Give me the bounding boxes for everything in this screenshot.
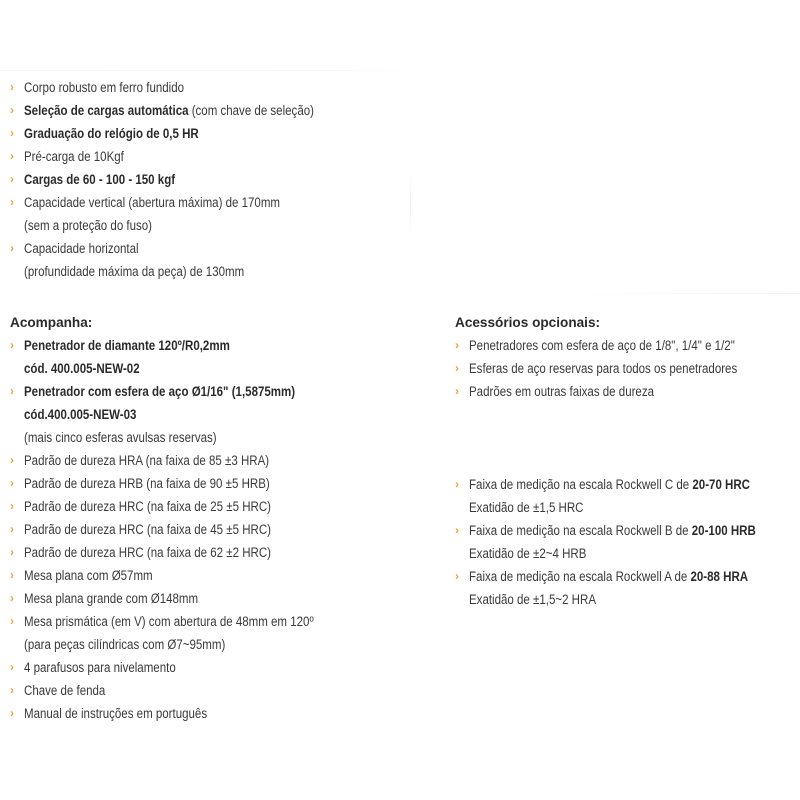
list-item [4, 191, 361, 214]
acessorios-list [449, 334, 781, 403]
list-item [4, 541, 361, 564]
list-item-text [469, 519, 756, 542]
list-item [4, 564, 361, 587]
list-item-text [469, 334, 735, 357]
emphasis-text: cód. 400.005-NEW-02 [24, 361, 140, 376]
chevron-right-icon: › [10, 149, 14, 163]
chevron-right-icon: › [10, 499, 14, 513]
body-text: (sem a proteção do fuso) [24, 218, 153, 233]
emphasis-text: cód.400.005-NEW-03 [24, 407, 137, 422]
vertical-divider [410, 170, 411, 240]
list-item-text [24, 214, 152, 237]
list-item [449, 496, 800, 519]
list-item [4, 518, 361, 541]
body-text: Pré-carga de 10Kgf [24, 149, 124, 164]
list-item [4, 260, 361, 283]
chevron-right-icon: › [10, 476, 14, 490]
list-item [449, 334, 781, 357]
list-item [4, 449, 361, 472]
list-item [449, 542, 800, 565]
body-text: Esferas de aço reservas para todos os penetradores [469, 361, 738, 376]
chevron-right-icon: › [10, 172, 14, 186]
chevron-right-icon: › [10, 453, 14, 467]
section-divider [540, 293, 800, 294]
body-text: Chave de fenda [24, 683, 106, 698]
body-text: Padrão de dureza HRC (na faixa de 62 ±2 HRC) [24, 545, 272, 560]
body-text: Padrão de dureza HRA (na faixa de 85 ±3 HRA) [24, 453, 270, 468]
chevron-right-icon: › [455, 569, 459, 583]
list-item-text [24, 260, 244, 283]
body-text: (para peças cilíndricas com Ø7~95mm) [24, 637, 226, 652]
acompanha-list [4, 334, 361, 725]
list-item [449, 357, 781, 380]
list-item [4, 380, 361, 403]
list-item [4, 145, 361, 168]
list-item-text [24, 403, 136, 426]
chevron-right-icon: › [455, 384, 459, 398]
list-item [4, 237, 361, 260]
list-item-text [24, 122, 199, 145]
list-item-text [469, 588, 596, 611]
body-text: (mais cinco esferas avulsas reservas) [24, 430, 217, 445]
body-text: Mesa prismática (em V) com abertura de 48mm em 120º [24, 614, 314, 629]
list-item-text [24, 564, 153, 587]
emphasis-text: 20-100 HRB [691, 523, 756, 538]
body-text: Padrão de dureza HRB (na faixa de 90 ±5 HRB) [24, 476, 270, 491]
list-item [449, 473, 800, 496]
emphasis-text: 20-88 HRA [690, 569, 749, 584]
chevron-right-icon: › [455, 361, 459, 375]
chevron-right-icon: › [10, 614, 14, 628]
list-item-text [469, 565, 748, 588]
body-text: (com chave de seleção) [188, 103, 314, 118]
list-item [449, 519, 800, 542]
list-item [4, 633, 361, 656]
body-text: Corpo robusto em ferro fundido [24, 80, 185, 95]
list-item-text [24, 334, 230, 357]
list-item-text [24, 518, 271, 541]
list-item [4, 656, 361, 679]
list-item-text [24, 99, 314, 122]
body-text: Faixa de medição na escala Rockwell B de [469, 523, 692, 538]
list-item-text [24, 191, 280, 214]
body-text: Exatidão de ±2~4 HRB [469, 546, 587, 561]
list-item [4, 610, 361, 633]
list-item-text [24, 587, 198, 610]
chevron-right-icon: › [10, 706, 14, 720]
body-text: Mesa plana com Ø57mm [24, 568, 153, 583]
chevron-right-icon: › [10, 241, 14, 255]
chevron-right-icon: › [455, 338, 459, 352]
list-item [4, 99, 361, 122]
list-item-text [469, 542, 586, 565]
body-text: Exatidão de ±1,5~2 HRA [469, 592, 596, 607]
measurement-ranges-list [449, 473, 800, 611]
list-item [449, 565, 800, 588]
list-item-text [24, 168, 175, 191]
top-divider [0, 70, 412, 71]
list-item-text [24, 679, 105, 702]
body-text: Exatidão de ±1,5 HRC [469, 500, 584, 515]
list-item-text [24, 495, 271, 518]
list-item [4, 357, 361, 380]
list-item-text [24, 145, 124, 168]
body-text: Padrão de dureza HRC (na faixa de 25 ±5 HRC) [24, 499, 272, 514]
body-text: Padrões em outras faixas de dureza [469, 384, 655, 399]
emphasis-text: Penetrador com esfera de aço Ø1/16" (1,5875mm) [24, 384, 296, 399]
list-item [449, 380, 781, 403]
list-item-text [24, 610, 314, 633]
emphasis-text: Penetrador de diamante 120º/R0,2mm [24, 338, 230, 353]
chevron-right-icon: › [10, 683, 14, 697]
acessorios-heading: Acessórios opcionais: [455, 315, 601, 330]
list-item-text [24, 449, 269, 472]
list-item-text [24, 426, 217, 449]
chevron-right-icon: › [10, 545, 14, 559]
list-item-text [469, 380, 654, 403]
list-item [4, 702, 361, 725]
list-item-text [469, 357, 737, 380]
chevron-right-icon: › [10, 522, 14, 536]
body-text: Capacidade vertical (abertura máxima) de 170mm [24, 195, 281, 210]
chevron-right-icon: › [10, 103, 14, 117]
chevron-right-icon: › [10, 660, 14, 674]
chevron-right-icon: › [455, 477, 459, 491]
list-item [4, 334, 361, 357]
acompanha-heading: Acompanha: [10, 315, 93, 330]
list-item [4, 495, 361, 518]
list-item-text [24, 541, 271, 564]
list-item-text [24, 656, 176, 679]
body-text: Capacidade horizontal [24, 241, 139, 256]
body-text: Padrão de dureza HRC (na faixa de 45 ±5 HRC) [24, 522, 272, 537]
list-item-text [24, 633, 225, 656]
body-text: (profundidade máxima da peça) de 130mm [24, 264, 245, 279]
chevron-right-icon: › [10, 195, 14, 209]
list-item-text [24, 237, 139, 260]
emphasis-text: Seleção de cargas automática [24, 103, 189, 118]
list-item [4, 168, 361, 191]
list-item [4, 426, 361, 449]
features-list [4, 76, 361, 283]
list-item-text [24, 357, 140, 380]
emphasis-text: Graduação do relógio de 0,5 HR [24, 126, 199, 141]
list-item [449, 588, 800, 611]
list-item [4, 403, 361, 426]
body-text: Mesa plana grande com Ø148mm [24, 591, 199, 606]
chevron-right-icon: › [10, 126, 14, 140]
list-item-text [24, 380, 295, 403]
body-text: Penetradores com esfera de aço de 1/8", 1/4" e 1/2" [469, 338, 735, 353]
list-item-text [24, 76, 184, 99]
body-text: Faixa de medição na escala Rockwell A de [469, 569, 691, 584]
body-text: 4 parafusos para nivelamento [24, 660, 176, 675]
list-item-text [469, 473, 750, 496]
list-item [4, 76, 361, 99]
list-item-text [24, 702, 207, 725]
chevron-right-icon: › [455, 523, 459, 537]
chevron-right-icon: › [10, 80, 14, 94]
list-item [4, 679, 361, 702]
emphasis-text: 20-70 HRC [692, 477, 751, 492]
chevron-right-icon: › [10, 338, 14, 352]
body-text: Faixa de medição na escala Rockwell C de [469, 477, 693, 492]
list-item [4, 214, 361, 237]
chevron-right-icon: › [10, 384, 14, 398]
body-text: Manual de instruções em português [24, 706, 208, 721]
emphasis-text: Cargas de 60 - 100 - 150 kgf [24, 172, 176, 187]
chevron-right-icon: › [10, 568, 14, 582]
list-item [4, 122, 361, 145]
list-item [4, 472, 361, 495]
list-item [4, 587, 361, 610]
list-item-text [24, 472, 270, 495]
list-item-text [469, 496, 584, 519]
chevron-right-icon: › [10, 591, 14, 605]
